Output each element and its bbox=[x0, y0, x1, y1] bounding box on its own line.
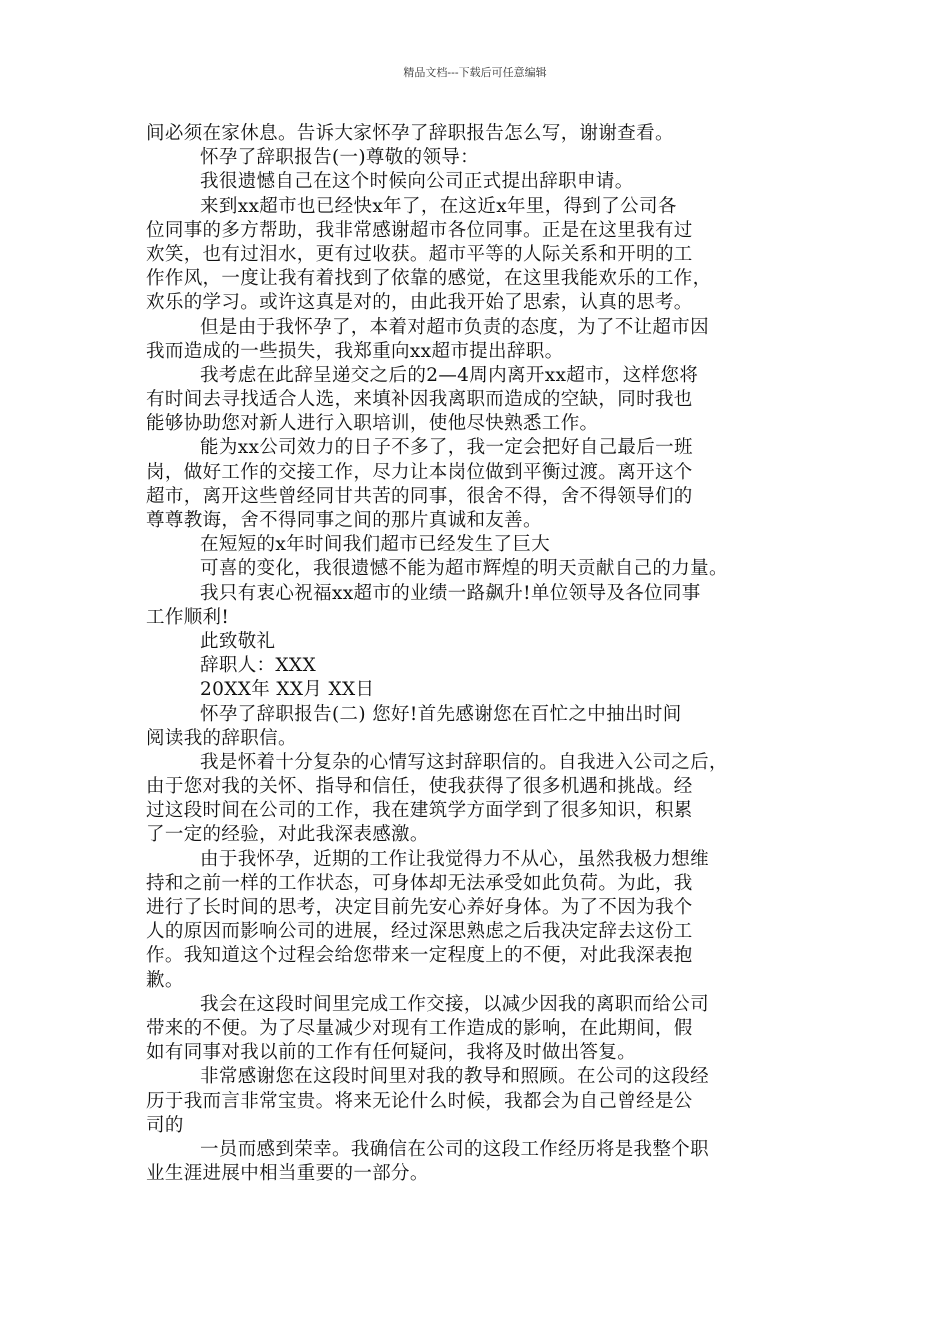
text-line: 怀孕了辞职报告(一)尊敬的领导： bbox=[200, 147, 480, 169]
text-line: 我很遗憾自己在这个时候向公司正式提出辞职申请。 bbox=[200, 171, 634, 193]
text-line: 可喜的变化，我很遗憾不能为超市辉煌的明天贡献自己的力量。 bbox=[200, 558, 728, 580]
text-line: 我会在这段时间里完成工作交接，以减少因我的离职而给公司 bbox=[200, 993, 709, 1015]
text-line: 带来的不便。为了尽量减少对现有工作造成的影响，在此期间，假 bbox=[146, 1017, 693, 1039]
text-line: 能为xx公司效力的日子不多了，我一定会把好自己最后一班 bbox=[200, 437, 693, 459]
text-line: 我考虑在此辞呈递交之后的2—4周内离开xx超市，这样您将 bbox=[200, 364, 699, 386]
text-line: 岗，做好工作的交接工作，尽力让本岗位做到平衡过渡。离开这个 bbox=[146, 461, 693, 483]
text-line: 阅读我的辞职信。 bbox=[146, 727, 297, 749]
text-line: 由于我怀孕，近期的工作让我觉得力不从心，虽然我极力想维 bbox=[200, 848, 709, 870]
text-line: 位同事的多方帮助，我非常感谢超市各位同事。正是在这里我有过 bbox=[146, 219, 693, 241]
text-line: 人的原因而影响公司的进展，经过深思熟虑之后我决定辞去这份工 bbox=[146, 921, 693, 943]
text-line: 过这段时间在公司的工作，我在建筑学方面学到了很多知识，积累 bbox=[146, 800, 693, 822]
text-line: 由于您对我的关怀、指导和信任，使我获得了很多机遇和挑战。经 bbox=[146, 776, 693, 798]
text-line: 但是由于我怀孕了，本着对超市负责的态度，为了不让超市因 bbox=[200, 316, 709, 338]
text-line: 司的 bbox=[146, 1114, 184, 1136]
text-line: 欢乐的学习。或许这真是对的，由此我开始了思索，认真的思考。 bbox=[146, 292, 693, 314]
text-line: 辞职人：XXX bbox=[200, 655, 316, 677]
text-line: 业生涯进展中相当重要的一部分。 bbox=[146, 1163, 429, 1185]
text-line: 作。我知道这个过程会给您带来一定程度上的不便，对此我深表抱 bbox=[146, 945, 693, 967]
text-line: 持和之前一样的工作状态，可身体却无法承受如此负荷。为此，我 bbox=[146, 872, 693, 894]
text-line: 我是怀着十分复杂的心情写这封辞职信的。自我进入公司之后， bbox=[200, 751, 728, 773]
text-line: 超市，离开这些曾经同甘共苦的同事，很舍不得，舍不得领导们的 bbox=[146, 485, 693, 507]
text-line: 作作风，一度让我有着找到了依靠的感觉，在这里我能欢乐的工作， bbox=[146, 268, 712, 290]
text-line: 有时间去寻找适合人选，来填补因我离职而造成的空缺，同时我也 bbox=[146, 389, 693, 411]
text-line: 间必须在家休息。告诉大家怀孕了辞职报告怎么写，谢谢查看。 bbox=[146, 123, 674, 144]
text-line: 我而造成的一些损失，我郑重向xx超市提出辞职。 bbox=[146, 340, 564, 362]
text-line: 工作顺利! bbox=[146, 606, 230, 628]
text-line: 历于我而言非常宝贵。将来无论什么时候，我都会为自己曾经是公 bbox=[146, 1090, 693, 1112]
text-line: 在短短的x年时间我们超市已经发生了巨大 bbox=[200, 534, 551, 556]
text-line: 了一定的经验，对此我深表感激。 bbox=[146, 824, 429, 846]
text-line: 一员而感到荣幸。我确信在公司的这段工作经历将是我整个职 bbox=[200, 1138, 709, 1160]
text-line: 能够协助您对新人进行入职培训，使他尽快熟悉工作。 bbox=[146, 413, 599, 435]
text-line: 来到xx超市也已经快x年了，在这近x年里，得到了公司各 bbox=[200, 195, 677, 217]
page-header: 精品文档---下载后可任意编辑 bbox=[403, 66, 547, 79]
text-line: 怀孕了辞职报告(二) 您好!首先感谢您在百忙之中抽出时间 bbox=[200, 703, 682, 725]
text-line: 歉。 bbox=[146, 969, 184, 991]
text-line: 20XX年 XX月 XX日 bbox=[200, 679, 375, 701]
text-line: 我只有衷心祝福xx超市的业绩一路飙升!单位领导及各位同事 bbox=[200, 582, 701, 604]
document-body bbox=[146, 122, 810, 1186]
text-line: 此致敬礼 bbox=[200, 630, 276, 652]
text-line: 尊尊教诲，舍不得同事之间的那片真诚和友善。 bbox=[146, 510, 542, 531]
text-line: 进行了长时间的思考，决定目前先安心养好身体。为了不因为我个 bbox=[146, 897, 693, 918]
text-line: 非常感谢您在这段时间里对我的教导和照顾。在公司的这段经 bbox=[200, 1066, 709, 1088]
text-line: 欢笑，也有过泪水，更有过收获。超市平等的人际关系和开明的工 bbox=[146, 243, 693, 265]
text-line: 如有同事对我以前的工作有任何疑问，我将及时做出答复。 bbox=[146, 1042, 637, 1064]
